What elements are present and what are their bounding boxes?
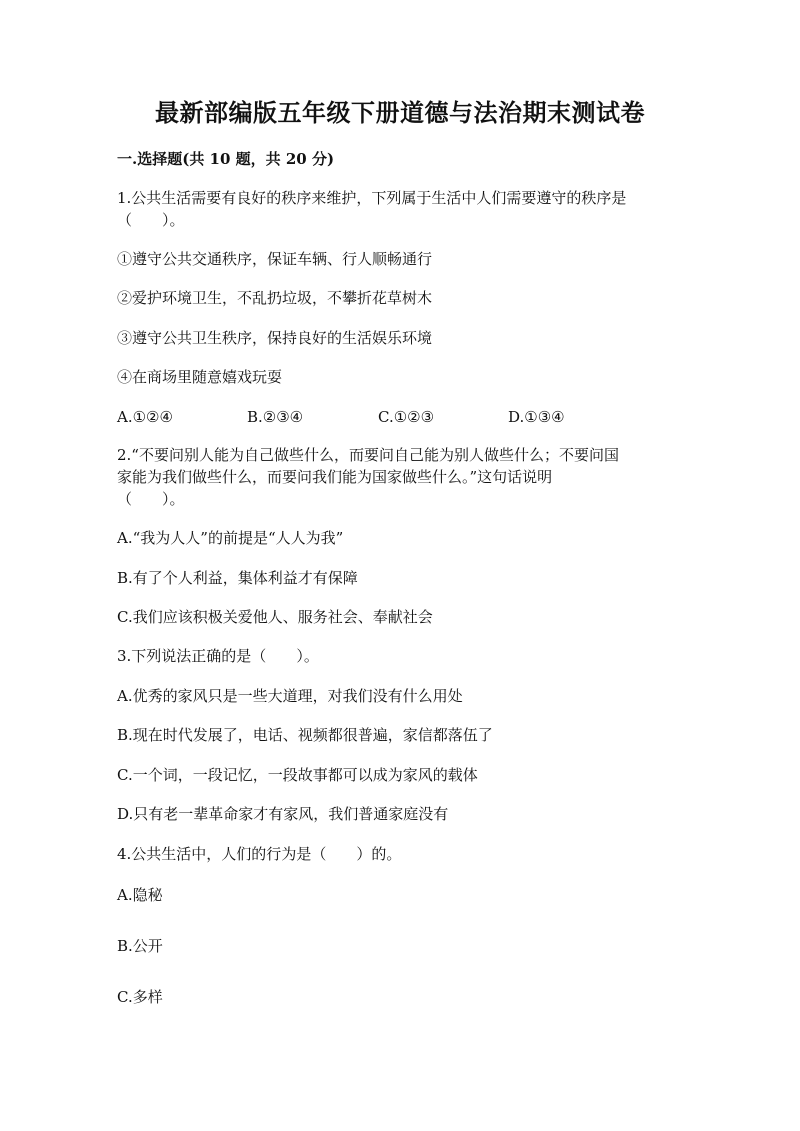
question-3-stem: 3.下列说法正确的是（ ）。 — [117, 647, 319, 665]
question-1-item-1: ①遵守公共交通秩序，保证车辆、行人顺畅通行 — [117, 250, 433, 268]
question-2-stem-blank: （ ）。 — [117, 490, 185, 508]
question-1-choice-d[interactable]: D.①③④ — [508, 408, 565, 426]
question-1-item-2: ②爱护环境卫生，不乱扔垃圾，不攀折花草树木 — [117, 289, 433, 307]
question-1-choice-a[interactable]: A.①②④ — [117, 408, 173, 426]
question-1-choice-c[interactable]: C.①②③ — [378, 408, 435, 426]
question-1-stem: 1.公共生活需要有良好的秩序来维护，下列属于生活中人们需要遵守的秩序是 — [117, 189, 627, 207]
question-1-choice-b[interactable]: B.②③④ — [247, 408, 304, 426]
question-2-option-c[interactable]: C.我们应该积极关爱他人、服务社会、奉献社会 — [117, 608, 433, 626]
section-heading: 一.选择题(共 10 题，共 20 分) — [117, 150, 335, 168]
question-4-option-a[interactable]: A.隐秘 — [117, 886, 163, 904]
question-1-choices — [117, 406, 717, 428]
question-2-option-a[interactable]: A.“我为人人”的前提是“人人为我” — [117, 529, 344, 547]
question-1-item-3: ③遵守公共卫生秩序，保持良好的生活娱乐环境 — [117, 329, 433, 347]
question-4-option-b[interactable]: B.公开 — [117, 937, 163, 955]
question-2-stem-line-1: 2.“不要问别人能为自己做些什么，而要问自己能为别人做些什么；不要问国 — [117, 446, 619, 464]
question-2-stem-line-2: 家能为我们做些什么，而要问我们能为国家做些什么。”这句话说明 — [117, 468, 553, 486]
question-3-option-a[interactable]: A.优秀的家风只是一些大道理，对我们没有什么用处 — [117, 687, 463, 705]
question-3-option-b[interactable]: B.现在时代发展了，电话、视频都很普遍，家信都落伍了 — [117, 726, 493, 744]
page-title: 最新部编版五年级下册道德与法治期末测试卷 — [155, 98, 645, 127]
question-4-stem: 4.公共生活中，人们的行为是（ ）的。 — [117, 845, 402, 863]
question-4-option-c[interactable]: C.多样 — [117, 988, 163, 1006]
question-2-option-b[interactable]: B.有了个人利益，集体利益才有保障 — [117, 569, 358, 587]
question-3-option-c[interactable]: C.一个词，一段记忆，一段故事都可以成为家风的载体 — [117, 766, 478, 784]
question-1-stem-blank: （ ）。 — [117, 211, 185, 229]
question-3-option-d[interactable]: D.只有老一辈革命家才有家风，我们普通家庭没有 — [117, 805, 449, 823]
question-1-item-4: ④在商场里随意嬉戏玩耍 — [117, 368, 283, 386]
